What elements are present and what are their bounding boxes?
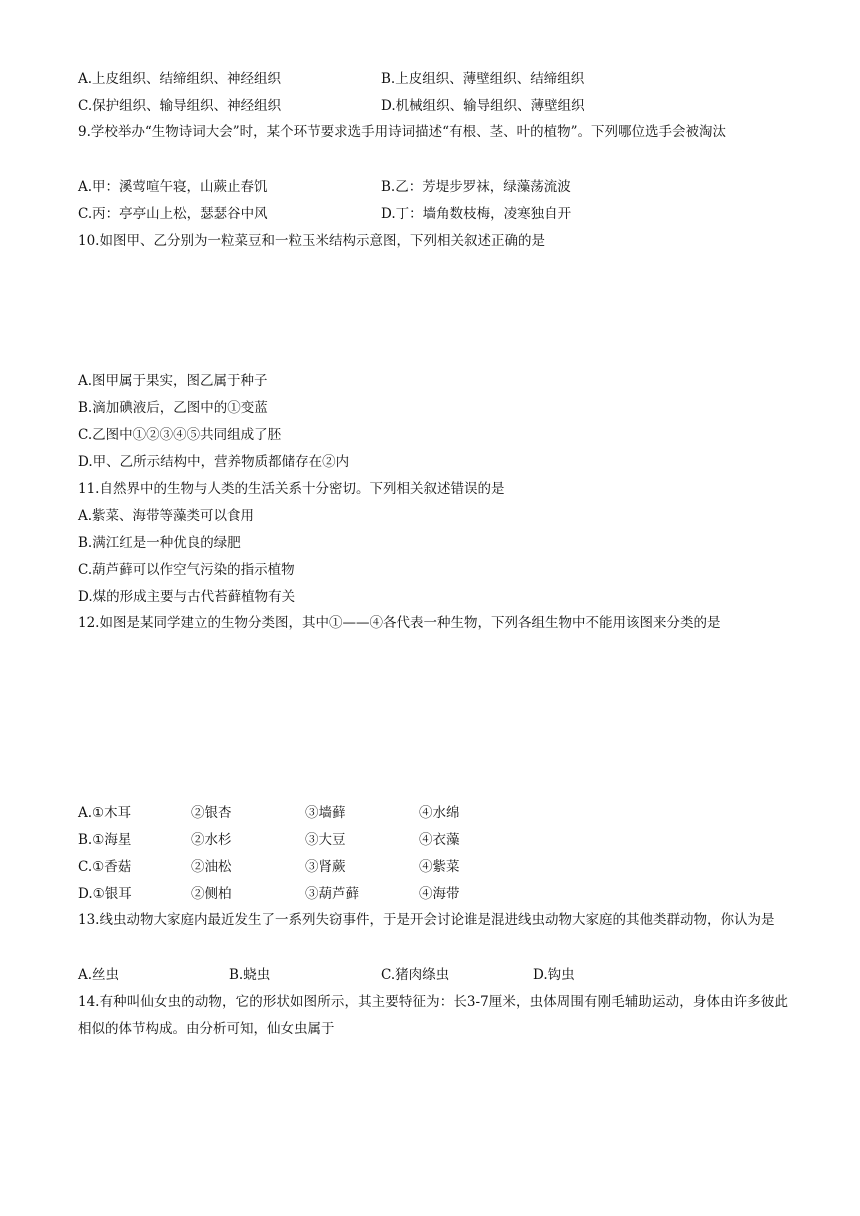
q13-option-c: C.猪肉绦虫: [381, 967, 450, 983]
q12-row-d-4: ④海带: [419, 886, 460, 902]
q8-option-a: A.上皮组织、结缔组织、神经组织: [78, 71, 282, 87]
q12-row-d-3: ③葫芦藓: [305, 886, 359, 902]
q12-row-b-3: ③大豆: [305, 832, 346, 848]
q12-row-b-2: ②水杉: [191, 832, 232, 848]
q9-option-b: B.乙：芳堤步罗袜，绿藻荡流波: [381, 179, 571, 195]
q10-option-d: D.甲、乙所示结构中，营养物质都储存在②内: [78, 454, 350, 470]
q12-row-d-1: D.①银耳: [78, 886, 132, 902]
q14-figure-area: [78, 1050, 778, 1190]
q13-option-d: D.钩虫: [533, 967, 575, 983]
q13-stem: 13.线虫动物大家庭内最近发生了一系列失窃事件，于是开会讨论谁是混进线虫动物大家庭的其他类群动物，你认为是: [78, 912, 775, 928]
q11-option-a: A.紫菜、海带等藻类可以食用: [78, 508, 255, 524]
q12-row-a-4: ④水绵: [419, 805, 460, 821]
q10-stem: 10.如图甲、乙分别为一粒菜豆和一粒玉米结构示意图，下列相关叙述正确的是: [78, 233, 545, 249]
q14-stem: 14.有种叫仙女虫的动物，它的形状如图所示，其主要特征为：长3-7厘米，虫体周围有刚毛辅助运动，身体由许多彼此相似的体节构成。由分析可知，仙女虫属于: [78, 994, 788, 1037]
q8-option-c: C.保护组织、输导组织、神经组织: [78, 98, 282, 114]
q12-figure-area: [78, 670, 778, 795]
q10-option-c: C.乙图中①②③④⑤共同组成了胚: [78, 427, 282, 443]
q12-stem: 12.如图是某同学建立的生物分类图，其中①——④各代表一种生物，下列各组生物中不能用该图来分类的是: [78, 615, 721, 631]
q12-row-a-3: ③墙藓: [305, 805, 346, 821]
q10-figure-area: [78, 256, 778, 368]
q11-option-b: B.满江红是一种优良的绿肥: [78, 535, 241, 551]
q12-row-d-2: ②侧柏: [191, 886, 232, 902]
q8-option-d: D.机械组织、输导组织、薄壁组织: [381, 98, 585, 114]
q12-row-a-1: A.①木耳: [78, 805, 132, 821]
q12-row-a-2: ②银杏: [191, 805, 232, 821]
q13-option-b: B.蛲虫: [229, 967, 271, 983]
q10-option-b: B.滴加碘液后，乙图中的①变蓝: [78, 400, 268, 416]
q11-option-d: D.煤的形成主要与古代苔藓植物有关: [78, 589, 296, 605]
q9-option-c: C.丙：亭亭山上松，瑟瑟谷中风: [78, 206, 268, 222]
q12-row-c-4: ④紫菜: [419, 859, 460, 875]
q9-option-a: A.甲：溪莺喧午寝，山蕨止春饥: [78, 179, 268, 195]
q12-row-b-4: ④衣藻: [419, 832, 460, 848]
q12-row-c-3: ③肾蕨: [305, 859, 346, 875]
q10-option-a: A.图甲属于果实，图乙属于种子: [78, 373, 268, 389]
q11-stem: 11.自然界中的生物与人类的生活关系十分密切。下列相关叙述错误的是: [78, 481, 505, 497]
q9-option-d: D.丁：墙角数枝梅，凌寒独自开: [381, 206, 572, 222]
q12-row-b-1: B.①海星: [78, 832, 132, 848]
q9-stem: 9.学校举办“生物诗词大会”时，某个环节要求选手用诗词描述“有根、茎、叶的植物”。下列哪位选手会被淘汰: [78, 124, 726, 140]
q11-option-c: C.葫芦藓可以作空气污染的指示植物: [78, 562, 295, 578]
q12-row-c-1: C.①香菇: [78, 859, 132, 875]
q13-option-a: A.丝虫: [78, 967, 120, 983]
q8-option-b: B.上皮组织、薄壁组织、结缔组织: [381, 71, 585, 87]
q12-row-c-2: ②油松: [191, 859, 232, 875]
